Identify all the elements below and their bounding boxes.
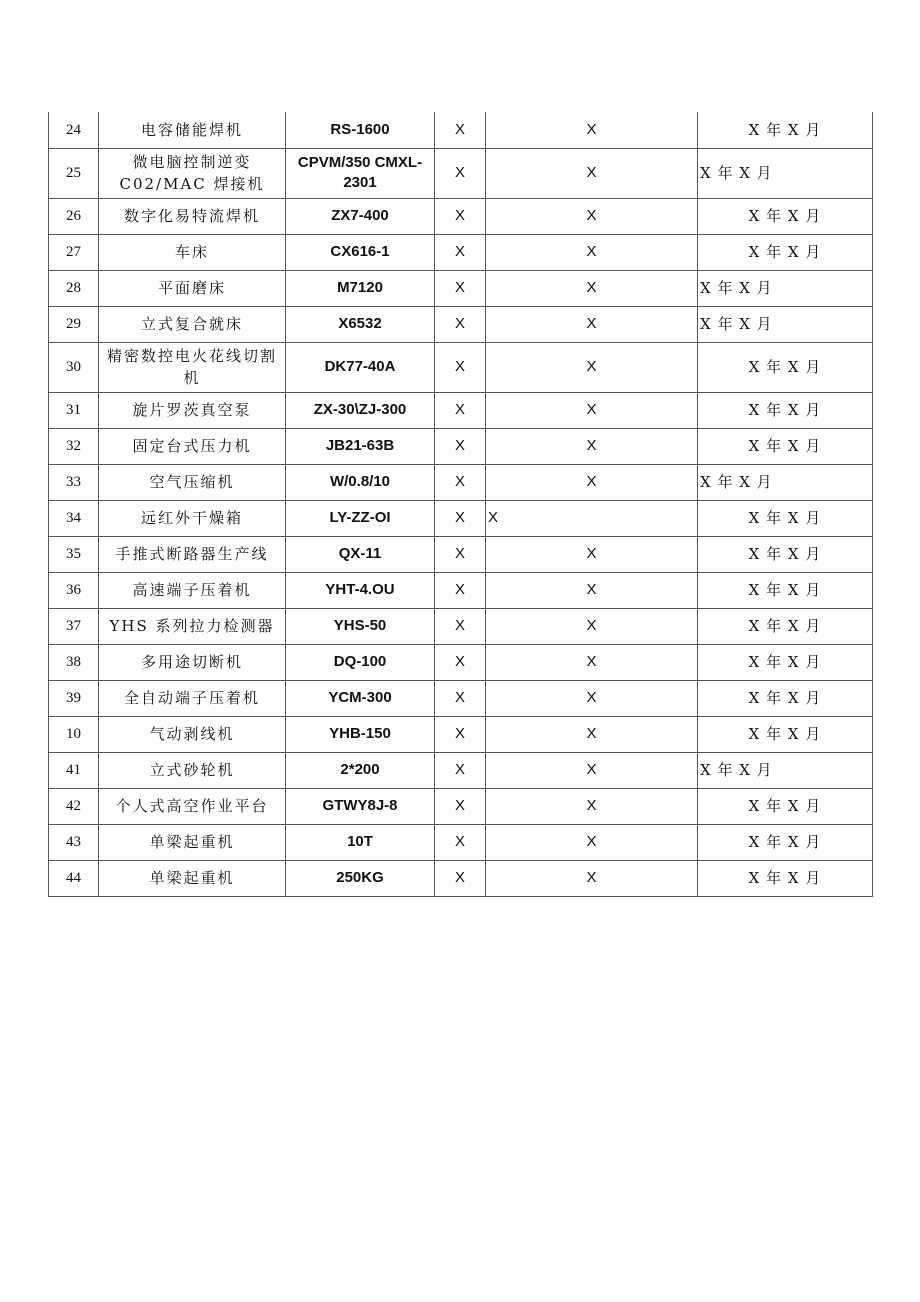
table-row [49,148,873,198]
table-row [49,234,873,270]
date-cell: X 年 X 月 [698,464,873,500]
model-number: CPVM/350 CMXL-2301 [286,148,435,198]
date-cell: X 年 X 月 [698,644,873,680]
table-row [49,342,873,392]
mark-cell-a: X [435,306,486,342]
table-row [49,644,873,680]
mark-cell-a: X [435,112,486,148]
date-cell: X 年 X 月 [698,824,873,860]
date-cell: X 年 X 月 [698,608,873,644]
date-cell: X 年 X 月 [698,198,873,234]
date-cell: X 年 X 月 [698,392,873,428]
equipment-name: 电容储能焊机 [99,112,286,148]
table-row [49,824,873,860]
date-cell: X 年 X 月 [698,148,873,198]
mark-cell-a: X [435,824,486,860]
equipment-name: 气动剥线机 [99,716,286,752]
model-number: YHS-50 [286,608,435,644]
mark-cell-a: X [435,644,486,680]
equipment-name: 全自动端子压着机 [99,680,286,716]
row-number: 43 [49,824,99,860]
equipment-name: 数字化易特流焊机 [99,198,286,234]
equipment-name: YHS 系列拉力检测器 [99,608,286,644]
table-row [49,270,873,306]
date-cell: X 年 X 月 [698,428,873,464]
mark-cell-a: X [435,608,486,644]
mark-cell-a: X [435,860,486,896]
row-number: 28 [49,270,99,306]
model-number: GTWY8J-8 [286,788,435,824]
date-cell: X 年 X 月 [698,788,873,824]
mark-cell-a: X [435,148,486,198]
row-number: 32 [49,428,99,464]
mark-cell-a: X [435,270,486,306]
mark-cell-b: X [486,392,698,428]
model-number: 10T [286,824,435,860]
mark-cell-b: X [486,234,698,270]
model-number: RS-1600 [286,112,435,148]
mark-cell-a: X [435,716,486,752]
equipment-name: 车床 [99,234,286,270]
table-row [49,536,873,572]
model-number: 2*200 [286,752,435,788]
row-number: 44 [49,860,99,896]
mark-cell-b: X [486,148,698,198]
equipment-name: 多用途切断机 [99,644,286,680]
date-cell: X 年 X 月 [698,572,873,608]
mark-cell-a: X [435,234,486,270]
row-number: 31 [49,392,99,428]
mark-cell-b: X [486,428,698,464]
equipment-name: 立式砂轮机 [99,752,286,788]
model-number: DQ-100 [286,644,435,680]
model-number: DK77-40A [286,342,435,392]
mark-cell-b: X [486,270,698,306]
mark-cell-a: X [435,536,486,572]
mark-cell-a: X [435,428,486,464]
table-row [49,752,873,788]
row-number: 35 [49,536,99,572]
model-number: YHT-4.OU [286,572,435,608]
equipment-name: 手推式断路器生产线 [99,536,286,572]
model-number: YCM-300 [286,680,435,716]
mark-cell-b: X [486,644,698,680]
table-row [49,500,873,536]
row-number: 34 [49,500,99,536]
date-cell: X 年 X 月 [698,680,873,716]
equipment-table [48,112,873,897]
date-cell: X 年 X 月 [698,306,873,342]
table-row [49,572,873,608]
row-number: 29 [49,306,99,342]
mark-cell-b: X [486,198,698,234]
equipment-name: 个人式高空作业平台 [99,788,286,824]
equipment-name: 立式复合就床 [99,306,286,342]
mark-cell-b: X [486,824,698,860]
equipment-name: 空气压缩机 [99,464,286,500]
equipment-name: 单梁起重机 [99,824,286,860]
table-row [49,392,873,428]
model-number: ZX7-400 [286,198,435,234]
row-number: 36 [49,572,99,608]
row-number: 30 [49,342,99,392]
row-number: 38 [49,644,99,680]
table-row [49,788,873,824]
mark-cell-b: X [486,500,698,536]
model-number: X6532 [286,306,435,342]
table-row [49,464,873,500]
equipment-name: 旋片罗茨真空泵 [99,392,286,428]
mark-cell-b: X [486,788,698,824]
date-cell: X 年 X 月 [698,234,873,270]
model-number: W/0.8/10 [286,464,435,500]
model-number: 250KG [286,860,435,896]
table-row [49,716,873,752]
equipment-name: 微电脑控制逆变 C02/MAC 焊接机 [99,148,286,198]
model-number: LY-ZZ-OI [286,500,435,536]
date-cell: X 年 X 月 [698,112,873,148]
row-number: 25 [49,148,99,198]
row-number: 26 [49,198,99,234]
mark-cell-a: X [435,342,486,392]
row-number: 27 [49,234,99,270]
row-number: 42 [49,788,99,824]
mark-cell-b: X [486,536,698,572]
equipment-name: 固定台式压力机 [99,428,286,464]
mark-cell-a: X [435,392,486,428]
mark-cell-b: X [486,306,698,342]
table-row [49,112,873,148]
equipment-name: 远红外干燥箱 [99,500,286,536]
mark-cell-b: X [486,112,698,148]
model-number: YHB-150 [286,716,435,752]
mark-cell-b: X [486,680,698,716]
equipment-name: 高速端子压着机 [99,572,286,608]
model-number: ZX-30\ZJ-300 [286,392,435,428]
date-cell: X 年 X 月 [698,716,873,752]
equipment-name: 单梁起重机 [99,860,286,896]
table-row [49,680,873,716]
mark-cell-a: X [435,464,486,500]
mark-cell-a: X [435,752,486,788]
table-row [49,306,873,342]
table-row [49,860,873,896]
table-row [49,428,873,464]
row-number: 41 [49,752,99,788]
mark-cell-b: X [486,342,698,392]
row-number: 39 [49,680,99,716]
model-number: JB21-63B [286,428,435,464]
model-number: CX616-1 [286,234,435,270]
mark-cell-a: X [435,572,486,608]
model-number: QX-11 [286,536,435,572]
model-number: M7120 [286,270,435,306]
mark-cell-b: X [486,572,698,608]
mark-cell-a: X [435,500,486,536]
mark-cell-a: X [435,788,486,824]
date-cell: X 年 X 月 [698,536,873,572]
row-number: 10 [49,716,99,752]
equipment-name: 精密数控电火花线切割机 [99,342,286,392]
mark-cell-b: X [486,464,698,500]
mark-cell-a: X [435,680,486,716]
date-cell: X 年 X 月 [698,860,873,896]
date-cell: X 年 X 月 [698,270,873,306]
mark-cell-b: X [486,716,698,752]
table-row [49,608,873,644]
equipment-name: 平面磨床 [99,270,286,306]
mark-cell-b: X [486,860,698,896]
date-cell: X 年 X 月 [698,500,873,536]
row-number: 37 [49,608,99,644]
mark-cell-b: X [486,608,698,644]
row-number: 33 [49,464,99,500]
mark-cell-b: X [486,752,698,788]
date-cell: X 年 X 月 [698,752,873,788]
row-number: 24 [49,112,99,148]
mark-cell-a: X [435,198,486,234]
table-row [49,198,873,234]
date-cell: X 年 X 月 [698,342,873,392]
